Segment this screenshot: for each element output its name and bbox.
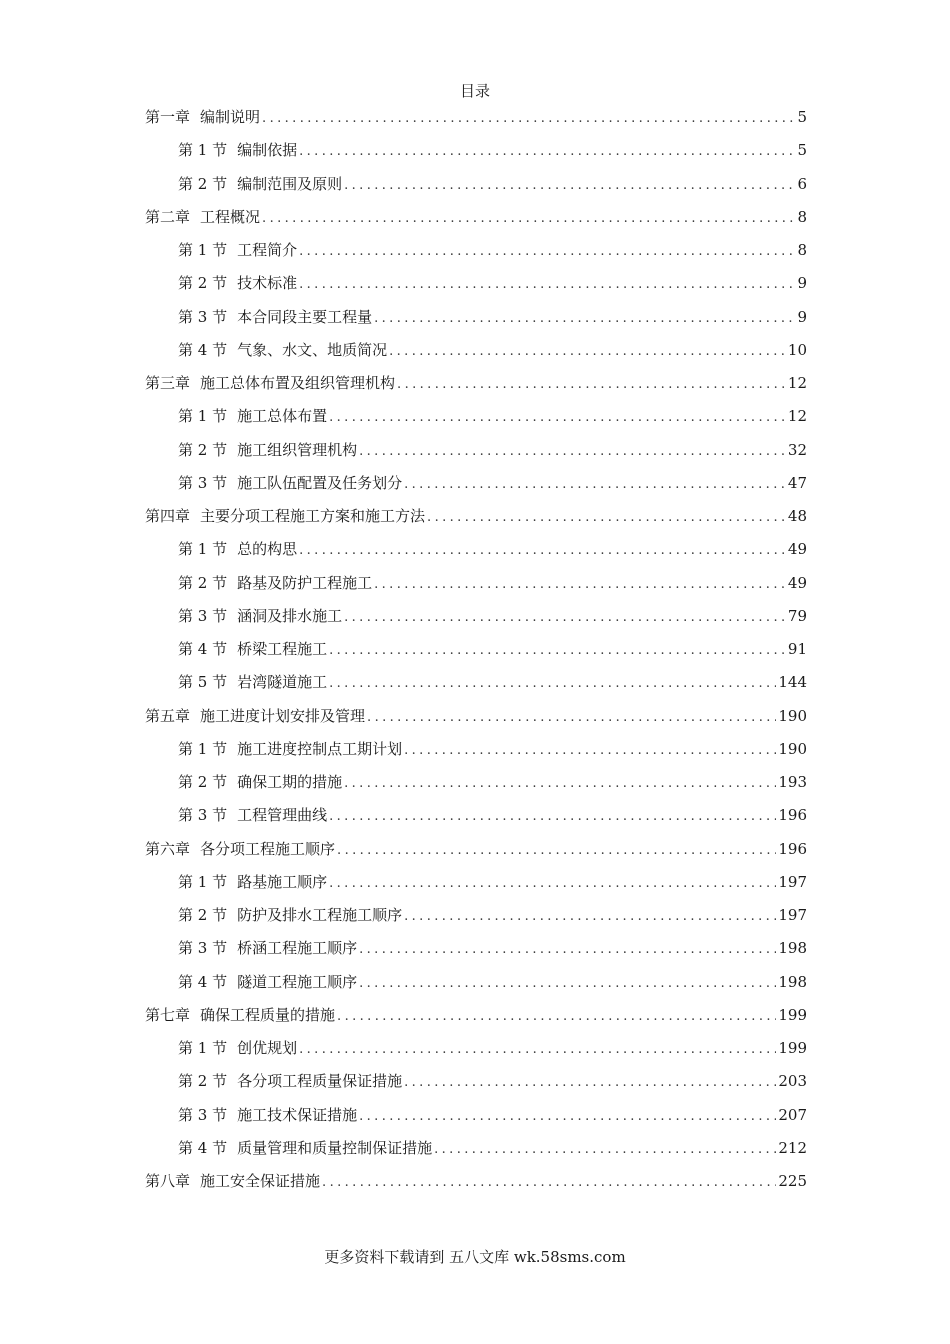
toc-entry-title: 气象、水文、地质简况 xyxy=(237,340,388,359)
toc-entry-label xyxy=(178,1070,402,1092)
toc-dot-leader xyxy=(329,640,786,662)
toc-entry-label xyxy=(178,139,297,161)
toc-entry-title: 施工技术保证措施 xyxy=(237,1105,358,1124)
toc-page-number: 12 xyxy=(787,374,807,392)
toc-entry-title: 施工队伍配置及任务划分 xyxy=(237,473,403,492)
toc-dot-leader xyxy=(329,873,776,895)
toc-entry-number: 第二章 xyxy=(145,207,191,226)
toc-dot-leader xyxy=(404,906,776,928)
toc-dot-leader xyxy=(404,1072,776,1094)
toc-chapter-entry[interactable] xyxy=(145,838,807,871)
toc-dot-leader xyxy=(299,1039,776,1061)
toc-entry-number: 第 4 节 xyxy=(178,1138,228,1157)
toc-entry-label xyxy=(178,272,297,294)
toc-page-number: 196 xyxy=(778,839,807,858)
toc-entry-number: 第三章 xyxy=(145,374,191,392)
toc-title: 目录 xyxy=(459,82,490,100)
toc-dot-leader xyxy=(262,208,795,230)
toc-dot-leader xyxy=(262,108,795,130)
toc-entry-number: 第 1 节 xyxy=(178,141,228,160)
toc-entry-label xyxy=(145,106,260,128)
toc-entry-label xyxy=(145,372,395,394)
toc-entry-label xyxy=(178,971,357,993)
toc-dot-leader xyxy=(434,1139,776,1161)
toc-entry-number: 第 2 节 xyxy=(178,573,228,592)
toc-page-number: 5 xyxy=(797,141,807,160)
toc-section-entry[interactable] xyxy=(145,405,807,438)
toc-dot-leader xyxy=(374,574,786,596)
toc-page-number: 12 xyxy=(787,407,807,426)
toc-entry-title: 技术标准 xyxy=(237,274,298,293)
toc-section-entry[interactable] xyxy=(145,1070,807,1103)
toc-dot-leader xyxy=(404,474,786,496)
toc-entry-number: 第 2 节 xyxy=(178,1072,228,1091)
toc-entry-number: 第 2 节 xyxy=(178,906,228,924)
toc-entry-number: 第 1 节 xyxy=(178,1039,228,1057)
toc-dot-leader xyxy=(329,673,776,695)
toc-entry-label xyxy=(145,705,365,727)
toc-section-entry[interactable] xyxy=(145,638,807,671)
toc-entry-label xyxy=(178,439,357,461)
toc-page-number: 8 xyxy=(797,241,807,259)
toc-entry-number: 第 1 节 xyxy=(178,407,228,426)
toc-page-number: 144 xyxy=(778,673,807,692)
toc-entry-title: 编制说明 xyxy=(200,108,261,126)
toc-chapter-entry[interactable] xyxy=(145,705,807,738)
toc-entry-title: 施工总体布置及组织管理机构 xyxy=(200,374,396,392)
toc-section-entry[interactable] xyxy=(145,272,807,305)
toc-section-entry[interactable] xyxy=(145,771,807,804)
toc-page-number: 5 xyxy=(797,108,807,126)
toc-entry-title: 防护及排水工程施工顺序 xyxy=(237,906,403,924)
toc-entry-title: 隧道工程施工顺序 xyxy=(237,972,358,991)
toc-entry-number: 第八章 xyxy=(145,1172,191,1190)
toc-dot-leader xyxy=(344,607,786,629)
toc-entry-label xyxy=(178,306,372,328)
toc-entry-label xyxy=(145,206,260,228)
toc-entry-title: 创优规划 xyxy=(237,1039,298,1057)
toc-page-number: 225 xyxy=(778,1172,807,1190)
toc-entry-title: 施工总体布置 xyxy=(237,407,328,426)
toc-entry-number: 第 1 节 xyxy=(178,872,228,891)
toc-entry-title: 主要分项工程施工方案和施工方法 xyxy=(200,507,426,525)
toc-entry-title: 各分项工程质量保证措施 xyxy=(237,1072,403,1091)
toc-page-number: 10 xyxy=(787,340,807,359)
toc-chapter-entry[interactable] xyxy=(145,106,807,139)
toc-entry-title: 工程概况 xyxy=(200,207,261,226)
toc-entry-number: 第四章 xyxy=(145,507,191,525)
toc-section-entry[interactable] xyxy=(145,1104,807,1137)
toc-page-number: 190 xyxy=(778,739,807,758)
toc-entry-title: 施工组织管理机构 xyxy=(237,440,358,459)
toc-entry-label xyxy=(145,505,425,527)
toc-entry-title: 施工安全保证措施 xyxy=(200,1172,321,1190)
toc-entry-title: 确保工期的措施 xyxy=(237,773,343,791)
toc-section-entry[interactable] xyxy=(145,937,807,970)
toc-entry-label xyxy=(178,638,327,660)
toc-section-entry[interactable] xyxy=(145,804,807,837)
toc-entry-title: 质量管理和质量控制保证措施 xyxy=(237,1138,433,1157)
toc-section-entry[interactable] xyxy=(145,671,807,704)
toc-section-entry[interactable] xyxy=(145,971,807,1004)
toc-dot-leader xyxy=(389,341,786,363)
toc-entry-label xyxy=(178,1137,432,1159)
toc-page-number: 8 xyxy=(797,207,807,226)
toc-section-entry[interactable] xyxy=(145,904,807,937)
toc-page-number: 9 xyxy=(797,307,807,326)
toc-entry-label xyxy=(178,1104,357,1126)
toc-entry-title: 路基及防护工程施工 xyxy=(237,573,373,592)
toc-page-number: 212 xyxy=(778,1138,807,1157)
toc-entry-label xyxy=(178,472,402,494)
toc-entry-label xyxy=(178,804,327,826)
toc-dot-leader xyxy=(404,740,776,762)
toc-dot-leader xyxy=(329,407,786,429)
toc-section-entry[interactable] xyxy=(145,871,807,904)
toc-entry-label xyxy=(145,838,335,860)
toc-section-entry[interactable] xyxy=(145,472,807,505)
toc-entry-label xyxy=(178,239,297,261)
toc-entry-label xyxy=(178,605,342,627)
toc-entry-number: 第 5 节 xyxy=(178,673,228,692)
toc-entry-title: 施工进度计划安排及管理 xyxy=(200,706,366,725)
toc-entry-number: 第 3 节 xyxy=(178,307,228,326)
toc-entry-number: 第 3 节 xyxy=(178,1105,228,1124)
toc-page-number: 47 xyxy=(787,473,807,492)
toc-dot-leader xyxy=(359,441,786,463)
toc-dot-leader xyxy=(337,840,776,862)
toc-dot-leader xyxy=(374,308,795,330)
toc-dot-leader xyxy=(329,806,776,828)
toc-dot-leader xyxy=(359,973,776,995)
toc-page-number: 196 xyxy=(778,806,807,825)
toc-chapter-entry[interactable] xyxy=(145,372,807,405)
toc-page-number: 197 xyxy=(778,872,807,891)
toc-entry-label xyxy=(178,173,342,195)
toc-section-entry[interactable] xyxy=(145,1137,807,1170)
toc-chapter-entry[interactable] xyxy=(145,505,807,538)
toc-entry-title: 本合同段主要工程量 xyxy=(237,307,373,326)
toc-dot-leader xyxy=(299,141,795,163)
toc-entry-number: 第 2 节 xyxy=(178,274,228,293)
toc-entry-label xyxy=(145,1004,335,1026)
toc-entry-number: 第 1 节 xyxy=(178,241,228,259)
toc-dot-leader xyxy=(299,241,795,263)
toc-entry-number: 第 1 节 xyxy=(178,540,228,559)
toc-entry-number: 第一章 xyxy=(145,108,191,126)
toc-dot-leader xyxy=(322,1172,776,1194)
toc-dot-leader xyxy=(299,540,786,562)
toc-entry-label xyxy=(145,1170,320,1192)
toc-entry-label xyxy=(178,339,387,361)
toc-page-number: 199 xyxy=(778,1039,807,1057)
toc-dot-leader xyxy=(344,175,795,197)
toc-dot-leader xyxy=(359,939,776,961)
toc-page-number: 48 xyxy=(787,507,807,525)
toc-page-number: 199 xyxy=(778,1005,807,1024)
toc-section-entry[interactable] xyxy=(145,572,807,605)
toc-entry-number: 第五章 xyxy=(145,706,191,725)
toc-dot-leader xyxy=(299,274,795,296)
toc-entry-number: 第 3 节 xyxy=(178,939,228,958)
toc-chapter-entry[interactable] xyxy=(145,1004,807,1037)
toc-dot-leader xyxy=(367,707,776,729)
toc-dot-leader xyxy=(427,507,786,529)
toc-entry-title: 编制范围及原则 xyxy=(237,174,343,193)
toc-entry-number: 第 3 节 xyxy=(178,806,228,825)
toc-page-number: 79 xyxy=(787,606,807,625)
toc-page-number: 198 xyxy=(778,939,807,958)
toc-entry-title: 岩湾隧道施工 xyxy=(237,673,328,692)
toc-entry-label xyxy=(178,771,342,793)
toc-entry-label xyxy=(178,738,402,760)
toc-page-number: 203 xyxy=(778,1072,807,1091)
toc-entry-number: 第 3 节 xyxy=(178,606,228,625)
toc-entry-number: 第六章 xyxy=(145,839,191,858)
toc-entry-title: 桥涵工程施工顺序 xyxy=(237,939,358,958)
toc-page-number: 49 xyxy=(787,573,807,592)
toc-entry-number: 第 2 节 xyxy=(178,440,228,459)
toc-entry-label xyxy=(178,405,327,427)
toc-entry-number: 第七章 xyxy=(145,1005,191,1024)
toc-entry-number: 第 2 节 xyxy=(178,174,228,193)
toc-section-entry[interactable] xyxy=(145,306,807,339)
toc-page-number: 49 xyxy=(787,540,807,559)
toc-page-number: 32 xyxy=(787,440,807,459)
footer-text: 更多资料下载请到 五八文库 wk.58sms.com xyxy=(324,1248,626,1266)
toc-page-number: 91 xyxy=(787,640,807,658)
toc-page-number: 198 xyxy=(778,972,807,991)
toc-entry-title: 施工进度控制点工期计划 xyxy=(237,739,403,758)
toc-chapter-entry[interactable] xyxy=(145,206,807,239)
toc-page-number: 6 xyxy=(797,174,807,193)
toc-page-number: 193 xyxy=(778,773,807,791)
toc-dot-leader xyxy=(397,374,786,396)
toc-section-entry[interactable] xyxy=(145,538,807,571)
toc-section-entry[interactable] xyxy=(145,339,807,372)
toc-dot-leader xyxy=(344,773,776,795)
toc-entry-label xyxy=(178,538,297,560)
toc-list xyxy=(145,106,807,1203)
toc-entry-label xyxy=(178,572,372,594)
toc-dot-leader xyxy=(359,1106,776,1128)
toc-entry-title: 工程简介 xyxy=(237,241,298,259)
toc-section-entry[interactable] xyxy=(145,605,807,638)
toc-entry-title: 确保工程质量的措施 xyxy=(200,1005,336,1024)
toc-page-number: 9 xyxy=(797,274,807,293)
toc-entry-title: 编制依据 xyxy=(237,141,298,160)
toc-entry-number: 第 2 节 xyxy=(178,773,228,791)
toc-entry-number: 第 1 节 xyxy=(178,739,228,758)
toc-chapter-entry[interactable] xyxy=(145,1170,807,1203)
toc-section-entry[interactable] xyxy=(145,439,807,472)
toc-entry-number: 第 3 节 xyxy=(178,473,228,492)
toc-section-entry[interactable] xyxy=(145,173,807,206)
toc-page-number: 197 xyxy=(778,906,807,924)
toc-entry-title: 各分项工程施工顺序 xyxy=(200,839,336,858)
toc-entry-label xyxy=(178,871,327,893)
toc-entry-title: 桥梁工程施工 xyxy=(237,640,328,658)
toc-entry-title: 涵洞及排水施工 xyxy=(237,606,343,625)
toc-entry-label xyxy=(178,1037,297,1059)
toc-entry-title: 路基施工顺序 xyxy=(237,872,328,891)
toc-entry-label xyxy=(178,904,402,926)
toc-section-entry[interactable] xyxy=(145,139,807,172)
toc-entry-number: 第 4 节 xyxy=(178,972,228,991)
toc-entry-number: 第 4 节 xyxy=(178,340,228,359)
toc-page-number: 190 xyxy=(778,706,807,725)
toc-entry-number: 第 4 节 xyxy=(178,640,228,658)
toc-entry-title: 总的构思 xyxy=(237,540,298,559)
toc-entry-label xyxy=(178,671,327,693)
toc-page-number: 207 xyxy=(778,1105,807,1124)
toc-entry-label xyxy=(178,937,357,959)
toc-section-entry[interactable] xyxy=(145,1037,807,1070)
toc-dot-leader xyxy=(337,1006,776,1028)
toc-section-entry[interactable] xyxy=(145,239,807,272)
toc-section-entry[interactable] xyxy=(145,738,807,771)
toc-entry-title: 工程管理曲线 xyxy=(237,806,328,825)
